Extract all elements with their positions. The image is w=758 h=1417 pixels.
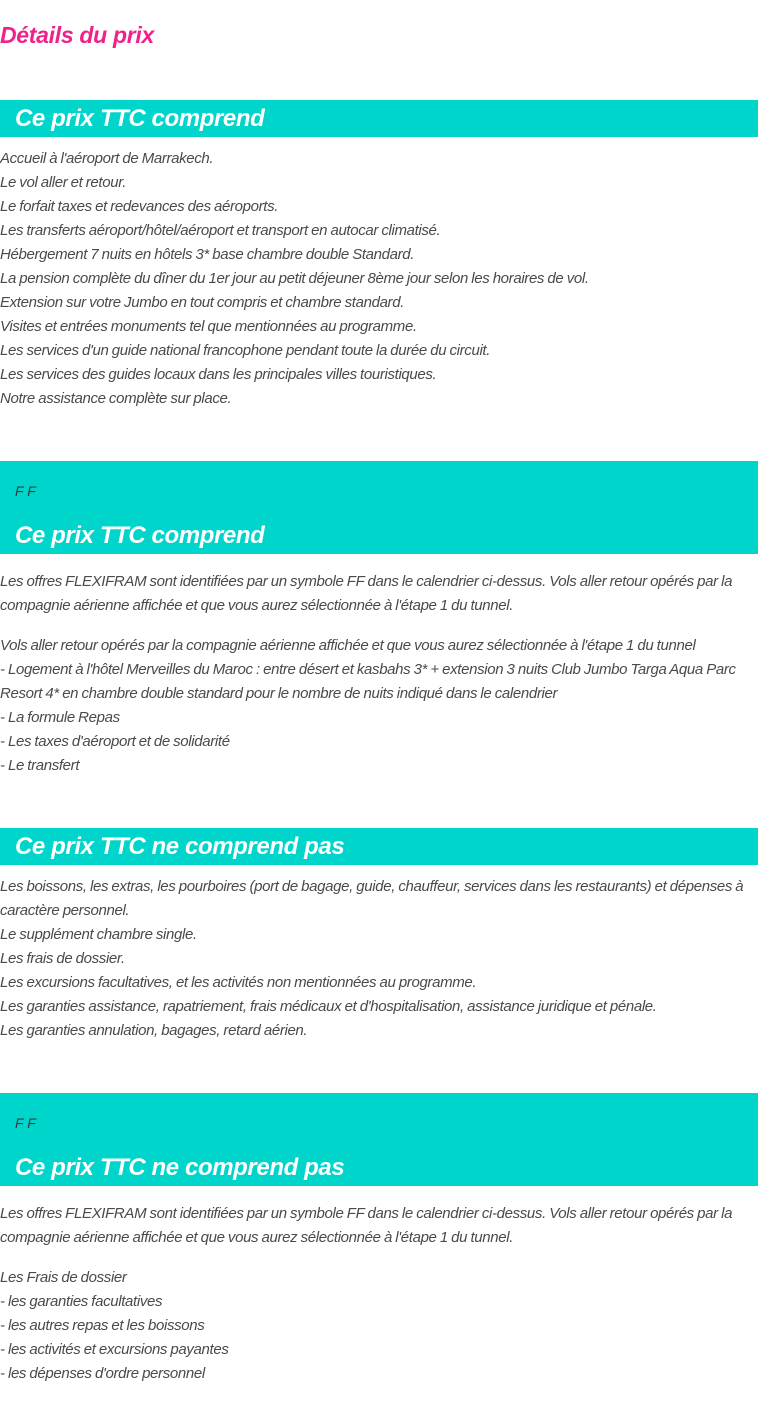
section-header-not-included [0, 828, 758, 865]
intro-line: compagnie aérienne affichée et que vous aurez sélectionnée à l'étape 1 du tunnel. [0, 597, 514, 614]
list-item: Les frais de dossier. [0, 950, 125, 967]
list-item: La pension complète du dîner du 1er jour au petit déjeuner 8ème jour selon les horaires de vol. [0, 270, 589, 287]
list-item: - La formule Repas [0, 709, 120, 726]
section-title: Ce prix TTC comprend [15, 105, 265, 132]
list-item: - Le transfert [0, 757, 80, 774]
section-title: Ce prix TTC ne comprend pas [15, 1154, 345, 1181]
list-item: caractère personnel. [0, 902, 130, 919]
ff-not-included-intro [0, 1202, 758, 1250]
list-item: Resort 4* en chambre double standard pour le nombre de nuits indiqué dans le calendrier [0, 685, 558, 702]
list-item: Les Frais de dossier [0, 1269, 127, 1286]
list-item: - les autres repas et les boissons [0, 1317, 205, 1334]
list-item: Les services des guides locaux dans les principales villes touristiques. [0, 366, 437, 383]
section-header-ff-not-included [0, 1093, 758, 1186]
list-item: Le supplément chambre single. [0, 926, 197, 943]
list-item: Le forfait taxes et redevances des aéroports. [0, 198, 279, 215]
list-item: Les garanties assistance, rapatriement, frais médicaux et d'hospitalisation, assistance juridique et pénale. [0, 998, 657, 1015]
ff-not-included-list [0, 1266, 758, 1386]
list-item: Extension sur votre Jumbo en tout compris et chambre standard. [0, 294, 405, 311]
not-included-list [0, 875, 758, 1043]
list-item: Les transferts aéroport/hôtel/aéroport et transport en autocar climatisé. [0, 222, 441, 239]
list-item: Le vol aller et retour. [0, 174, 127, 191]
page-title: Détails du prix [0, 22, 154, 48]
ff-tag: F F [15, 1115, 36, 1131]
list-item: - les garanties facultatives [0, 1293, 163, 1310]
included-list [0, 147, 758, 411]
list-item: - Logement à l'hôtel Merveilles du Maroc : entre désert et kasbahs 3* + extension 3 nuits Club Jumbo Targa Aqua Parc [0, 661, 736, 678]
list-item: Vols aller retour opérés par la compagnie aérienne affichée et que vous aurez sélectionnée à l'étape 1 du tunnel [0, 637, 696, 654]
list-item: Notre assistance complète sur place. [0, 390, 232, 407]
list-item: Accueil à l'aéroport de Marrakech. [0, 150, 214, 167]
section-header-included [0, 100, 758, 137]
intro-line: Les offres FLEXIFRAM sont identifiées par un symbole FF dans le calendrier ci-dessus. Vols aller retour opérés par la [0, 573, 733, 590]
list-item: Les services d'un guide national francophone pendant toute la durée du circuit. [0, 342, 491, 359]
list-item: Les garanties annulation, bagages, retard aérien. [0, 1022, 308, 1039]
list-item: - les activités et excursions payantes [0, 1341, 229, 1358]
list-item: Les boissons, les extras, les pourboires (port de bagage, guide, chauffeur, services dans les restaurants) et dépenses à [0, 878, 744, 895]
list-item: - Les taxes d'aéroport et de solidarité [0, 733, 230, 750]
ff-included-intro [0, 570, 758, 618]
list-item: - les dépenses d'ordre personnel [0, 1365, 205, 1382]
section-title: Ce prix TTC comprend [15, 522, 265, 549]
list-item: Visites et entrées monuments tel que mentionnées au programme. [0, 318, 417, 335]
list-item: Les excursions facultatives, et les activités non mentionnées au programme. [0, 974, 477, 991]
list-item: Hébergement 7 nuits en hôtels 3* base chambre double Standard. [0, 246, 415, 263]
intro-line: Les offres FLEXIFRAM sont identifiées par un symbole FF dans le calendrier ci-dessus. Vols aller retour opérés par la [0, 1205, 733, 1222]
section-title: Ce prix TTC ne comprend pas [15, 833, 345, 860]
intro-line: compagnie aérienne affichée et que vous aurez sélectionnée à l'étape 1 du tunnel. [0, 1229, 514, 1246]
ff-tag: F F [15, 483, 36, 499]
section-header-ff-included [0, 461, 758, 554]
ff-included-list [0, 634, 758, 778]
